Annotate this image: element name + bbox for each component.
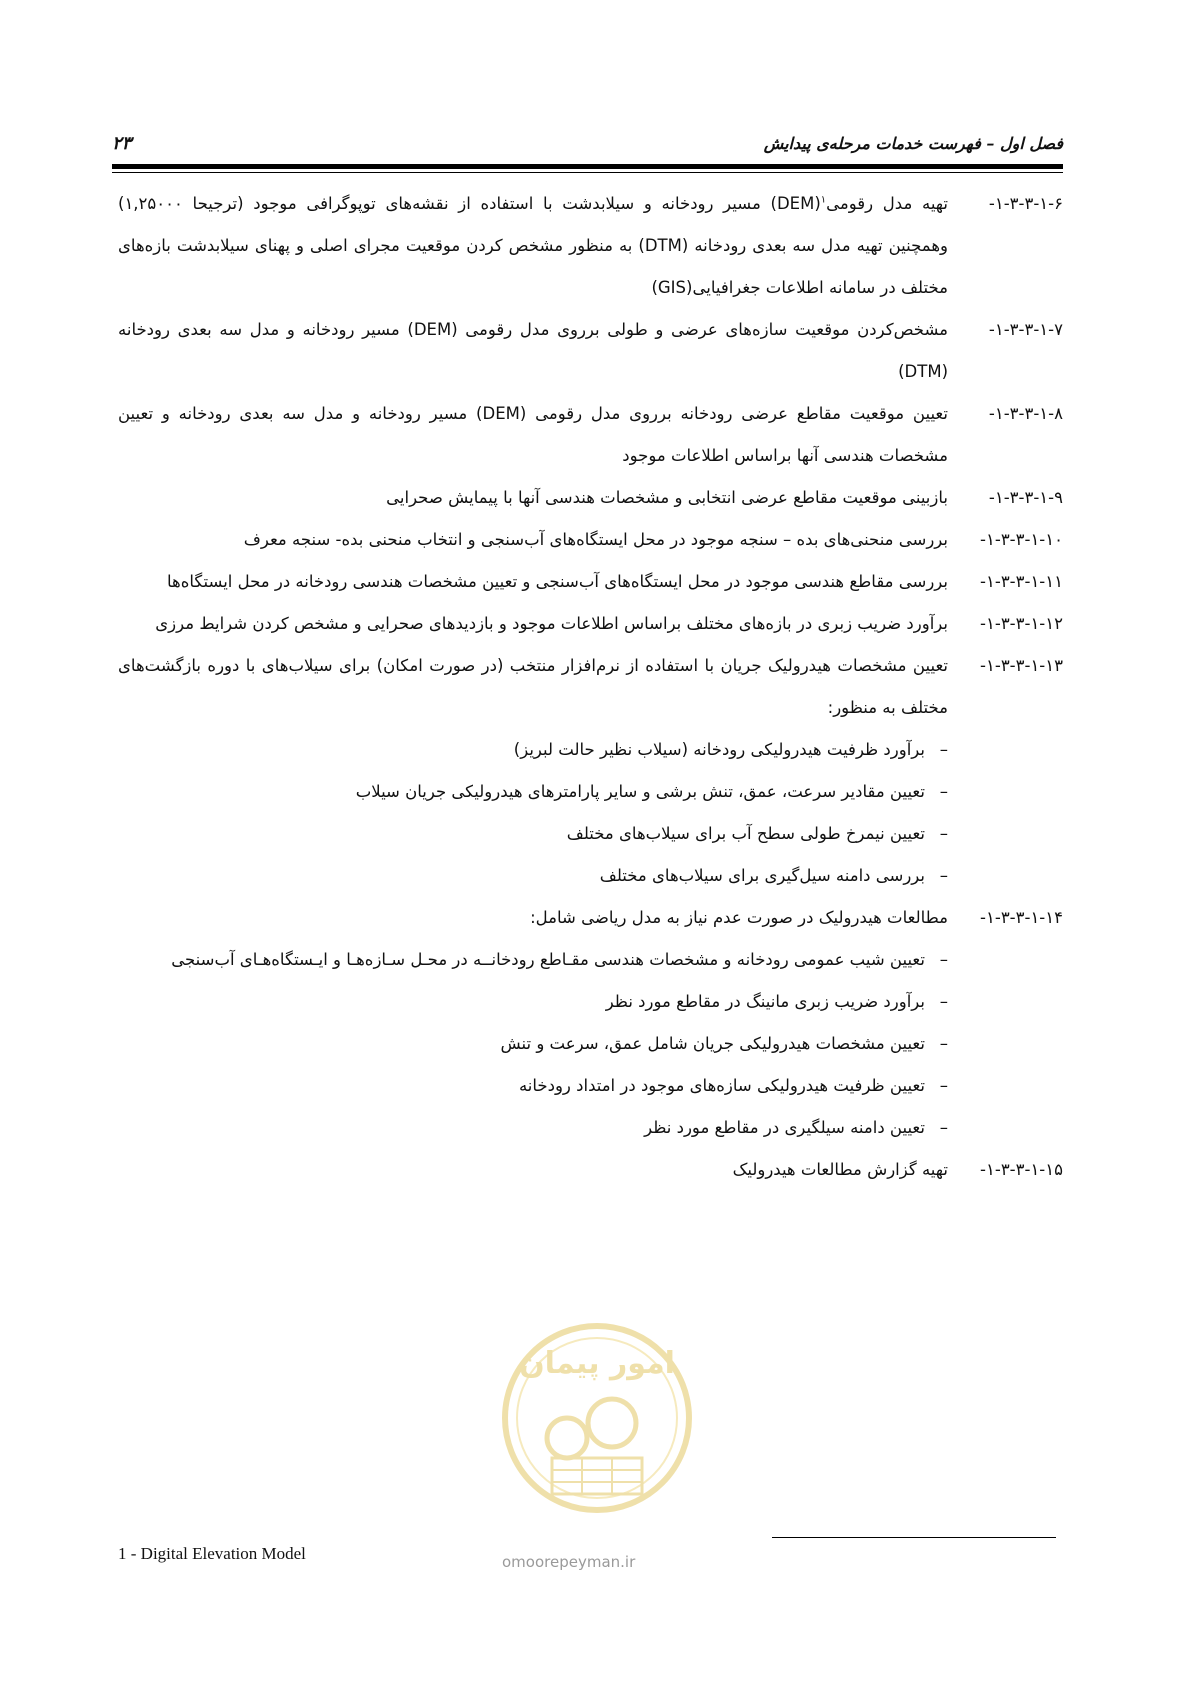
item-number: ۱-۳-۳-۱-۱۵- bbox=[980, 1160, 1063, 1179]
header-rule-thick bbox=[112, 164, 1063, 169]
list-item bbox=[118, 477, 1063, 519]
bullet-item bbox=[118, 855, 1063, 897]
body-text bbox=[118, 183, 1063, 1191]
item-number: ۱-۳-۳-۱-۸- bbox=[988, 404, 1063, 423]
item-text: تهیه مدل رقومی bbox=[826, 194, 948, 213]
bullet-text: تعیین نیمرخ طولی سطح آب برای سیلاب‌های مختلف bbox=[566, 824, 925, 843]
watermark-logo-text: امور پیمان bbox=[519, 1346, 675, 1381]
item-number: ۱-۳-۳-۱-۱۳- bbox=[980, 656, 1063, 675]
chapter-title: فصل اول – فهرست خدمات مرحله‌ی پیدایش bbox=[763, 133, 1063, 153]
bullet-item bbox=[118, 1107, 1063, 1149]
item-text: تهیه گزارش مطالعات هیدرولیک bbox=[732, 1160, 948, 1179]
bullet-item bbox=[118, 813, 1063, 855]
bullet-item bbox=[118, 981, 1063, 1023]
list-item bbox=[118, 393, 1063, 477]
item-text: بازبینی موقعیت مقاطع عرضی انتخابی و مشخصات هندسی آنها با پیمایش صحرایی bbox=[386, 488, 948, 507]
bullet-dash: – bbox=[939, 1034, 948, 1053]
bullet-dash: – bbox=[939, 740, 948, 759]
bullet-item bbox=[118, 939, 1063, 981]
bullet-dash: – bbox=[939, 1118, 948, 1137]
list-item bbox=[118, 1149, 1063, 1191]
item-number: ۱-۳-۳-۱-۱۴- bbox=[980, 908, 1063, 927]
item-text: بررسی منحنی‌های بده – سنجه موجود در محل ایستگاه‌های آب‌سنجی و انتخاب منحنی بده- سنجه معرف bbox=[243, 530, 948, 549]
bullet-text: تعیین شیب عمومی رودخانه و مشخصات هندسی مقـاطع رودخانــه در محـل سـازه‌هـا و ایـستگاه‌هـای آب‌سنجی bbox=[171, 950, 925, 969]
item-text: تعیین مشخصات هیدرولیک جریان با استفاده از نرم‌افزار منتخب (در صورت امکان) برای سیلاب‌های با دوره بازگشت‌های مختلف به منظور: bbox=[118, 656, 948, 717]
footnote: 1 - Digital Elevation Model bbox=[118, 1544, 306, 1563]
bullet-list-14 bbox=[118, 939, 1063, 1149]
bullet-text: تعیین ظرفیت هیدرولیکی سازه‌های موجود در امتداد رودخانه bbox=[518, 1076, 925, 1095]
list-item bbox=[118, 519, 1063, 561]
item-text: مطالعات هیدرولیک در صورت عدم نیاز به مدل ریاضی شامل: bbox=[530, 908, 948, 927]
bullet-item bbox=[118, 771, 1063, 813]
item-text: تعیین موقعیت مقاطع عرضی رودخانه برروی مدل رقومی (DEM) مسیر رودخانه و مدل سه بعدی رودخانه و تعیین مشخصات هندسی آنها براساس اطلاعات موجود bbox=[118, 404, 948, 465]
list-item bbox=[118, 603, 1063, 645]
bullet-item bbox=[118, 1023, 1063, 1065]
bullet-text: تعیین مقادیر سرعت، عمق، تنش برشی و سایر پارامترهای هیدرولیکی جریان سیلاب bbox=[355, 782, 925, 801]
item-text-cont: (DEM) مسیر رودخانه و سیلابدشت با استفاده از نقشه‌های توپوگرافی موجود (ترجیحا ۱,۲۵۰۰۰) وهمچنین تهیه مدل سه بعدی رودخانه (DTM) به منظور مشخص کردن موقعیت مجرای اصلی و پهنای سیلابدشت بازه‌های مختلف در سامانه اطلاعات جغرافیایی(GIS) bbox=[118, 194, 948, 297]
list-item bbox=[118, 183, 1063, 309]
page-header bbox=[112, 128, 1063, 158]
page-number: ۲۳ bbox=[112, 132, 132, 154]
bullet-item bbox=[118, 729, 1063, 771]
bullet-text: برآورد ظرفیت هیدرولیکی رودخانه (سیلاب نظیر حالت لبریز) bbox=[513, 740, 925, 759]
bullet-list-13 bbox=[118, 729, 1063, 897]
bullet-dash: – bbox=[939, 824, 948, 843]
bullet-text: بررسی دامنه سیل‌گیری برای سیلاب‌های مختلف bbox=[599, 866, 925, 885]
bullet-dash: – bbox=[939, 782, 948, 801]
bullet-item bbox=[118, 1065, 1063, 1107]
item-number: ۱-۳-۳-۱-۱۲- bbox=[980, 614, 1063, 633]
header-rule-thin bbox=[112, 172, 1063, 173]
bullet-dash: – bbox=[939, 950, 948, 969]
list-item bbox=[118, 561, 1063, 603]
item-number: ۱-۳-۳-۱-۶- bbox=[988, 194, 1063, 213]
item-number: ۱-۳-۳-۱-۷- bbox=[988, 320, 1063, 339]
footnote-rule bbox=[772, 1537, 1056, 1538]
bullet-dash: – bbox=[939, 866, 948, 885]
item-number: ۱-۳-۳-۱-۹- bbox=[988, 488, 1063, 507]
watermark-logo bbox=[492, 1318, 702, 1518]
item-number: ۱-۳-۳-۱-۱۰- bbox=[980, 530, 1063, 549]
item-text: مشخص‌کردن موقعیت سازه‌های عرضی و طولی برروی مدل رقومی (DEM) مسیر رودخانه و مدل سه بعدی رودخانه (DTM) bbox=[118, 320, 949, 381]
bullet-text: برآورد ضریب زبری مانینگ در مقاطع مورد نظر bbox=[605, 992, 925, 1011]
item-number: ۱-۳-۳-۱-۱۱- bbox=[980, 572, 1063, 591]
bullet-text: تعیین مشخصات هیدرولیکی جریان شامل عمق، سرعت و تنش bbox=[500, 1034, 925, 1053]
item-text: برآورد ضریب زبری در بازه‌های مختلف براساس اطلاعات موجود و بازدیدهای صحرایی و مشخص کردن شرایط مرزی bbox=[155, 614, 948, 633]
item-text: بررسی مقاطع هندسی موجود در محل ایستگاه‌های آب‌سنجی و تعیین مشخصات هندسی رودخانه در محل ایستگاه‌ها bbox=[167, 572, 948, 591]
bullet-dash: – bbox=[939, 992, 948, 1011]
watermark-site: omoorepeyman.ir bbox=[502, 1553, 636, 1571]
bullet-dash: – bbox=[939, 1076, 948, 1095]
bullet-text: تعیین دامنه سیلگیری در مقاطع مورد نظر bbox=[644, 1118, 925, 1137]
list-item bbox=[118, 645, 1063, 729]
list-item bbox=[118, 309, 1063, 393]
footnote-ref: ۱ bbox=[820, 194, 827, 206]
list-item bbox=[118, 897, 1063, 939]
